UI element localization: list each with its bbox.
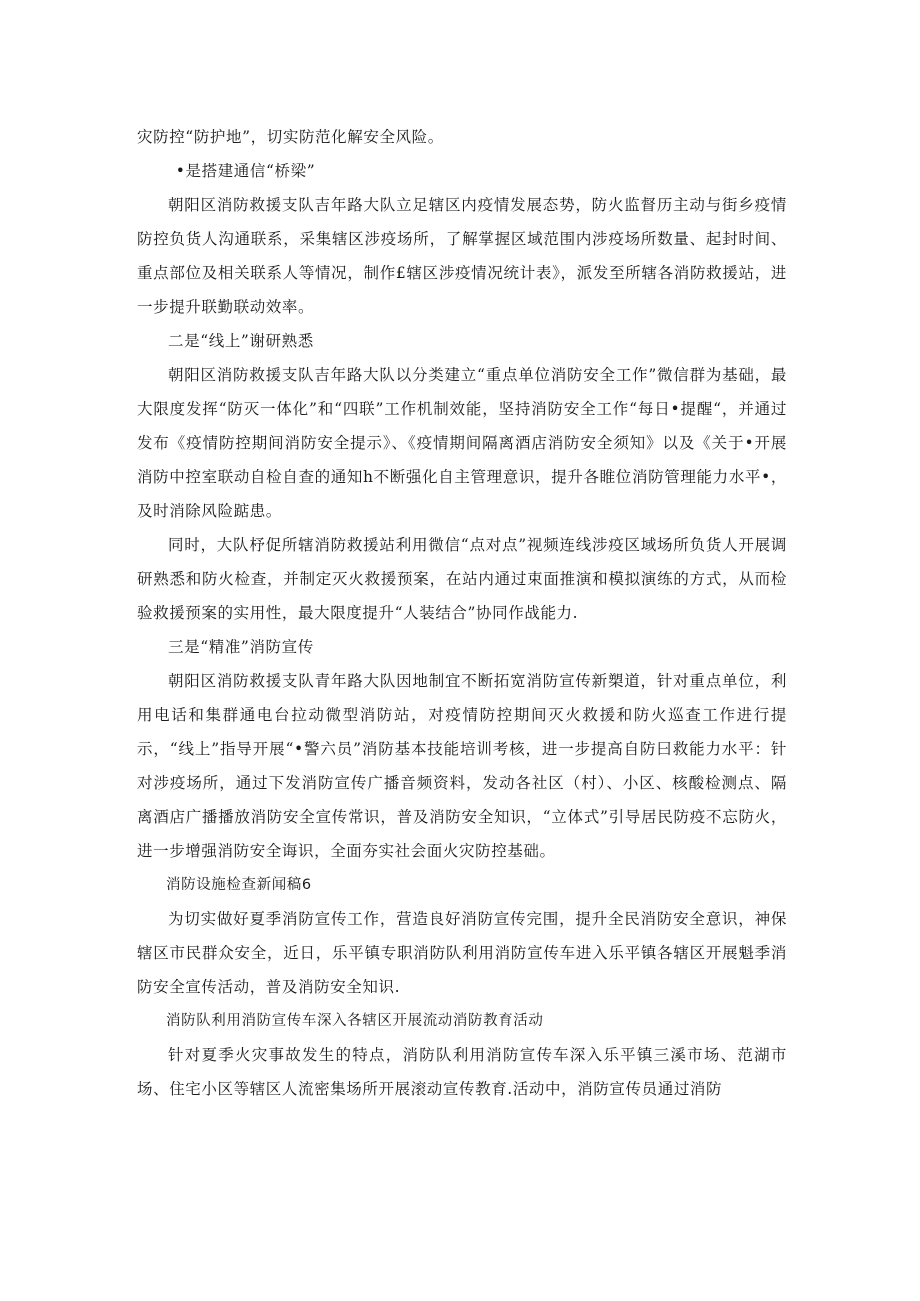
document-body [137, 120, 787, 1106]
paragraph: 针对夏季火灾事故发生的特点，消防队利用消防宣传车深入乐平镇三溪市场、范湖市场、住宅小区等辖区人流密集场所开展滚动宣传教育.活动中，消防宣传员通过消防 [137, 1046, 787, 1098]
paragraph: 为切实做好夏季消防宣传工作，营造良好消防宣传完围，提升全民消防安全意识，神保辖区市民群众安全，近日，乐平镇专职消防队利用消防宣传车进入乐平镇各辖区开展魁季消防安全宣传活动，普及消防安全知识. [137, 910, 787, 996]
paragraph: 同时，大队杼促所辖消防救援站利用微信“点对点”视频连线涉疫区域场所负货人开展调研熟悉和防火检查，并制定灭火救援预案，在站内通过束面推演和模拟演练的方式，从而检验救援预案的实用性，最大限度提升“人装结合”协同作战能力. [137, 536, 787, 622]
section-heading-online: 二是“线上”谢研熟悉 [168, 332, 314, 350]
section-heading-bridge: •是搭建通信“桥梁” [175, 162, 316, 180]
paragraph: 朝阳区消防救援支队青年路大队因地制宜不断拓宽消防宣传新槊道，针对重点单位，利用电话和集群通电台拉动微型消防站，对疫情防控期间灭火救援和防火巡查工作进行提示，“线上”指导开展“•警六员”消防基本技能培训考核，进一步提高自防曰救能力水平：针对涉疫场所，通过下发消防宣传广播音频资料，发动各社区（村）、小区、核酸检测点、隔离酒店广播播放消防安全宣传常识，普及消防安全知识，“立体式”引导居民防疫不忘防火，进一步增强消防安全诲识，全面夯实社会面火灾防控基础。 [137, 672, 787, 860]
paragraph: 朝阳区消防救援支队吉年路大队以分类建立“重点单位消防安全工作”微信群为基础，最大限度发挥“防灭一体化”和“四联”工作机制效能，坚持消防安全工作“每日•提醒“，并通过发布《疫情防控期间消防安全提示》、《疫情期间隔离酒店消防安全须知》以及《关于•开展消防中控室联动自检自查的通知h不断强化自主管理意识，提升各睢位消防管理能力水平•，及时消除风险踮患。 [137, 366, 787, 520]
paragraph-continuation: 灾防控“防护地”，切实防范化解安全风险。 [137, 128, 444, 146]
paragraph: 朝阳区消防救援支队吉年路大队立足辖区内疫情发展态势，防火监督历主动与街乡疫情防控负货人沟通联系，采集辖区涉疫场所，了解掌握区域范围内涉疫场所数量、起封时间、重点部位及相关联系人等情况，制作£辖区涉疫情况统计表》，派发至所辖各消防救援站，进一步提升联勤联动效率。 [137, 196, 787, 316]
subsection-heading: 消防队利用消防宣传车深入各辖区开展流动消防教育活动 [166, 1013, 544, 1029]
section-heading-precise: 三是“精准”消防宣传 [168, 638, 314, 656]
article-title: 消防设施检查新闻稿6 [166, 877, 312, 893]
